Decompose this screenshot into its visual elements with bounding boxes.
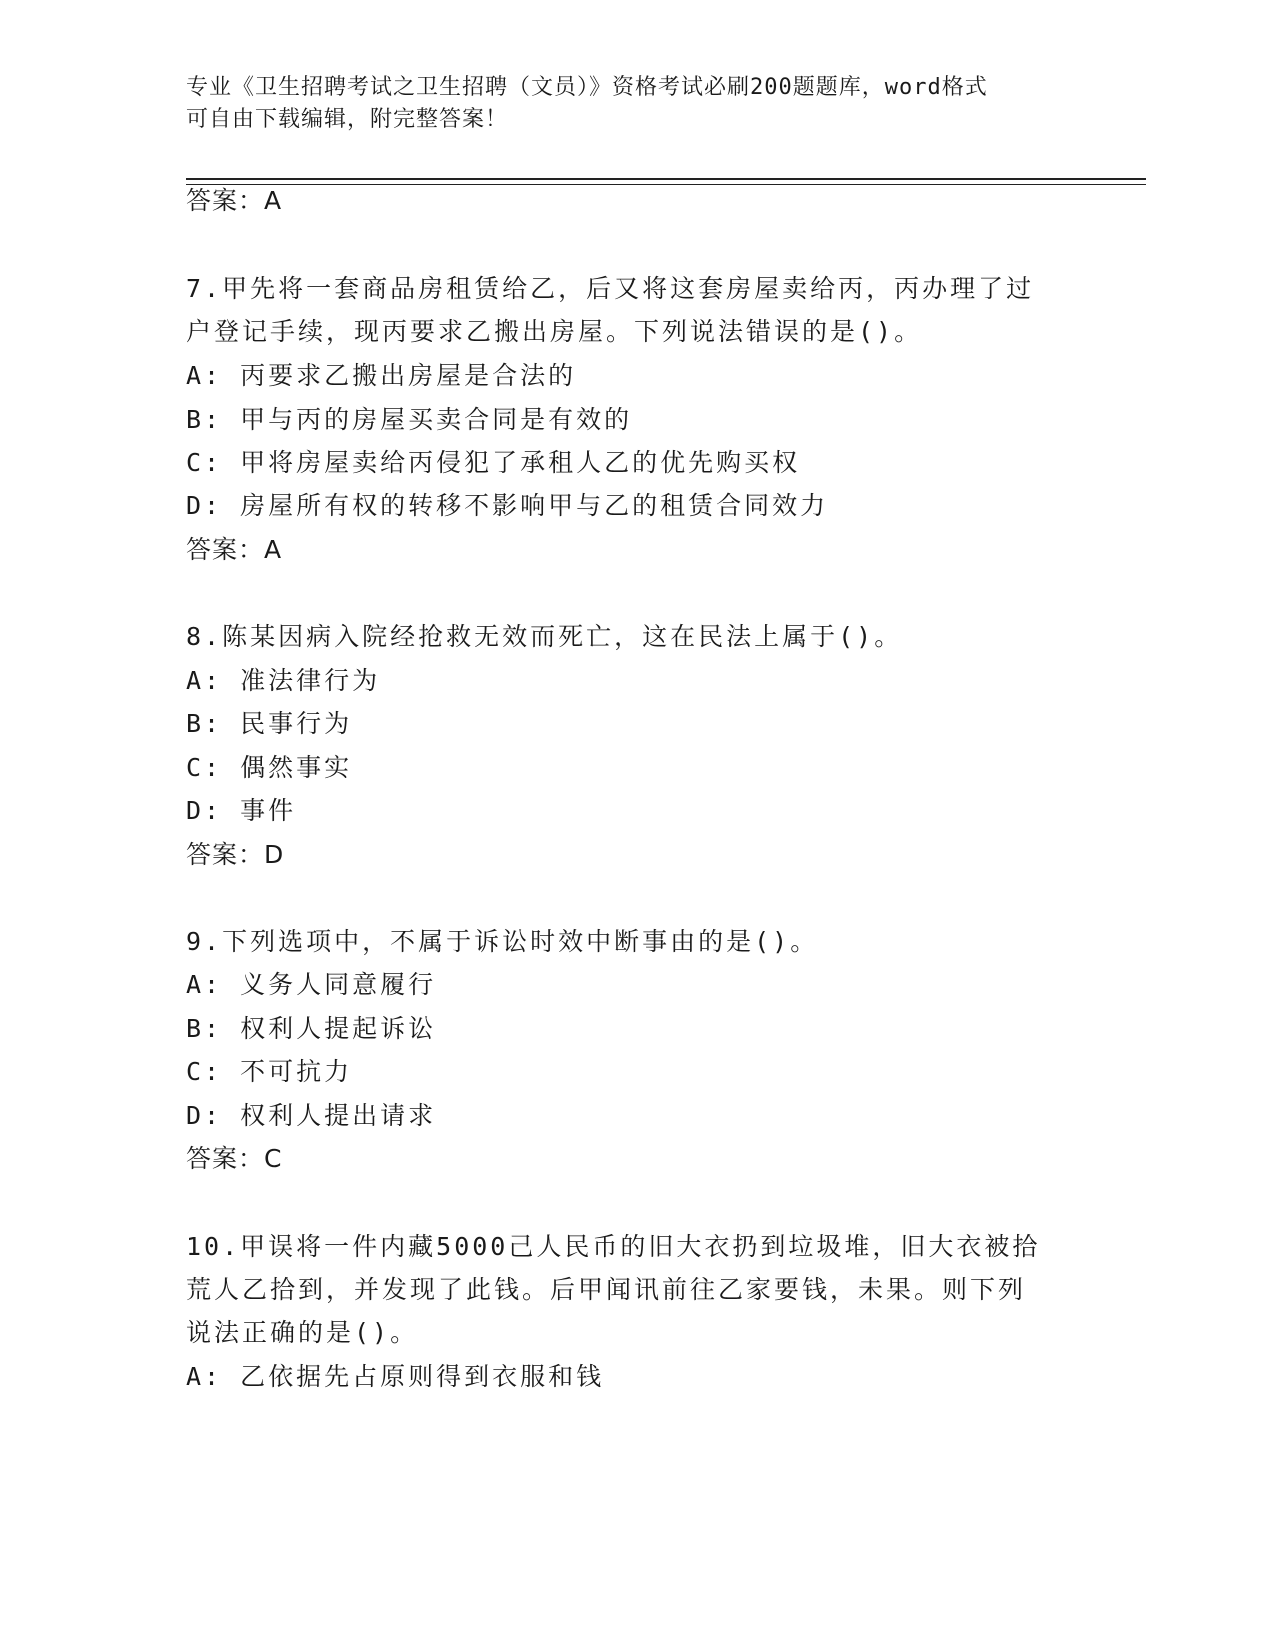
question-10-option-a: A: 乙依据先占原则得到衣服和钱 bbox=[186, 1362, 605, 1391]
question-7-answer: 答案：A bbox=[186, 535, 283, 564]
question-9-option-b: B: 权利人提起诉讼 bbox=[186, 1014, 437, 1043]
question-9-option-c: C: 不可抗力 bbox=[186, 1057, 353, 1086]
document-header bbox=[186, 72, 1086, 136]
question-8-stem-line-1: 8.陈某因病入院经抢救无效而死亡，这在民法上属于()。 bbox=[186, 622, 903, 651]
question-9-option-d: D: 权利人提出请求 bbox=[186, 1101, 437, 1130]
header-line-1: 专业《卫生招聘考试之卫生招聘（文员）》资格考试必刷200题题库，word格式 bbox=[186, 75, 988, 100]
question-7-option-c: C: 甲将房屋卖给丙侵犯了承租人乙的优先购买权 bbox=[186, 448, 801, 477]
header-line-2: 可自由下载编辑，附完整答案！ bbox=[186, 107, 509, 132]
question-7-option-d: D: 房屋所有权的转移不影响甲与乙的租赁合同效力 bbox=[186, 491, 829, 520]
question-8-option-d: D: 事件 bbox=[186, 796, 297, 825]
question-8-option-a: A: 准法律行为 bbox=[186, 666, 381, 695]
question-7-option-b: B: 甲与丙的房屋买卖合同是有效的 bbox=[186, 405, 633, 434]
previous-answer: 答案：A bbox=[186, 186, 283, 215]
header-divider-thick bbox=[186, 178, 1146, 180]
question-7-option-a: A: 丙要求乙搬出房屋是合法的 bbox=[186, 361, 577, 390]
question-10-stem-line-3: 说法正确的是()。 bbox=[186, 1318, 419, 1347]
question-7-stem-line-2: 户登记手续，现丙要求乙搬出房屋。下列说法错误的是()。 bbox=[186, 317, 923, 346]
question-10-stem-line-1: 10.甲误将一件内藏5000己人民币的旧大衣扔到垃圾堆，旧大衣被拾 bbox=[186, 1232, 1041, 1261]
question-8-answer: 答案：D bbox=[186, 840, 285, 869]
question-8-option-c: C: 偶然事实 bbox=[186, 753, 353, 782]
question-9-answer: 答案：C bbox=[186, 1144, 283, 1173]
question-8-option-b: B: 民事行为 bbox=[186, 709, 353, 738]
question-9-option-a: A: 义务人同意履行 bbox=[186, 970, 437, 999]
header-divider-thin bbox=[186, 184, 1146, 185]
question-7-stem-line-1: 7.甲先将一套商品房租赁给乙，后又将这套房屋卖给丙，丙办理了过 bbox=[186, 274, 1035, 303]
question-10-stem-line-2: 荒人乙拾到，并发现了此钱。后甲闻讯前往乙家要钱，未果。则下列 bbox=[186, 1275, 1027, 1304]
question-9-stem-line-1: 9.下列选项中，不属于诉讼时效中断事由的是()。 bbox=[186, 927, 819, 956]
